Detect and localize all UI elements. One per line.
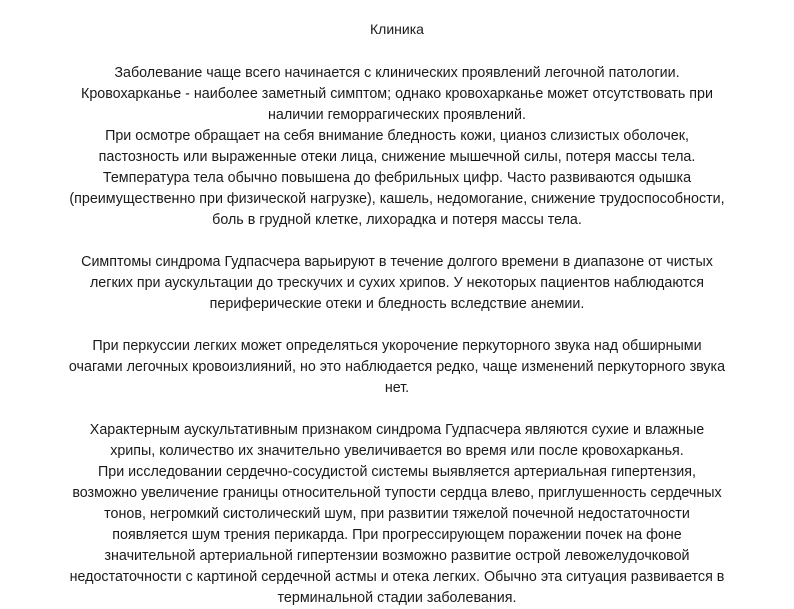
text-line: очагами легочных кровоизлияний, но это наблюдается редко, чаще изменений перкуторного звука xyxy=(68,359,726,375)
paragraph-auscultation xyxy=(4,420,790,609)
text-line: терминальной стадии заболевания. xyxy=(277,590,517,606)
text-line: нет. xyxy=(384,380,410,396)
text-line: При исследовании сердечно-сосудистой системы выявляется артериальная гипертензия, xyxy=(98,464,696,480)
text-line: недостаточности с картиной сердечной астмы и отека легких. Обычно эта ситуация развивается в xyxy=(69,569,725,585)
text-line: наличии геморрагических проявлений. xyxy=(268,107,526,123)
text-line: Температура тела обычно повышена до фебрильных цифр. Часто развиваются одышка xyxy=(102,170,692,186)
text-line: появляется шум трения перикарда. При прогрессирующем поражении почек на фоне xyxy=(112,527,682,543)
text-line: Симптомы синдрома Гудпасчера варьируют в течение долгого времени в диапазоне от чистых xyxy=(81,254,713,270)
text-line: Заболевание чаще всего начинается с клинических проявлений легочной патологии. xyxy=(114,65,680,81)
text-line: Кровохарканье - наиболее заметный симптом; однако кровохарканье может отсутствовать при xyxy=(81,86,713,102)
text-line: легких при аускультации до трескучих и сухих хрипов. У некоторых пациентов наблюдаются xyxy=(89,275,705,291)
paragraph-symptoms xyxy=(4,252,790,315)
paragraph-percussion xyxy=(4,336,790,399)
text-line: При перкуссии легких может определяться укорочение перкуторного звука над обширными xyxy=(92,338,702,354)
text-line: возможно увеличение границы относительной тупости сердца влево, приглушенность сердечных xyxy=(72,485,722,501)
text-line: боль в грудной клетке, лихорадка и потеря массы тела. xyxy=(212,212,582,228)
text-line: При осмотре обращает на себя внимание бледность кожи, цианоз слизистых оболочек, xyxy=(105,128,689,144)
text-line: Характерным аускультативным признаком синдрома Гудпасчера являются сухие и влажные xyxy=(89,422,705,438)
text-line: пастозность или выраженные отеки лица, снижение мышечной силы, потеря массы тела. xyxy=(98,149,696,165)
slide-body xyxy=(4,63,790,609)
text-line: тонов, негромкий систолический шум, при развитии тяжелой почечной недостаточности xyxy=(104,506,690,522)
text-line: (преимущественно при физической нагрузке), кашель, недомогание, снижение трудоспособности, xyxy=(69,191,725,207)
text-line: значительной артериальной гипертензии возможно развитие острой левожелудочковой xyxy=(104,548,690,564)
text-line: периферические отеки и бледность вследствие анемии. xyxy=(209,296,585,312)
slide-title: Клиника xyxy=(370,21,424,37)
text-line: хрипы, количество их значительно увеличивается во время или после кровохарканья. xyxy=(110,443,684,459)
paragraph-clinical-onset xyxy=(4,63,790,231)
